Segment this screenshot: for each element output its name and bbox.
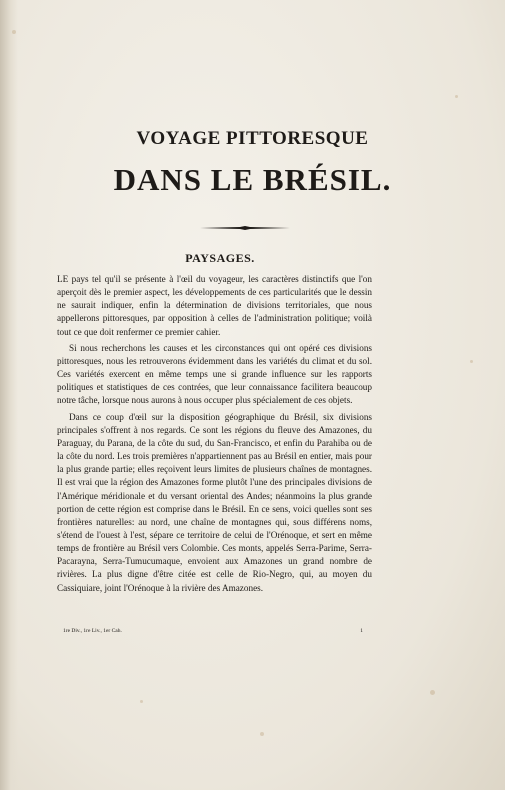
- foxing-spot: [470, 360, 473, 363]
- paragraph: Dans ce coup d'œil sur la disposition géographique du Brésil, six divisions principales s'offrent à nos regards. Ce sont les régions du fleuve des Amazones, du Paraguay, du Parana, de la côte du sud, du San-Francisco, et enfin du Parahiba ou de la côte du nord. Les trois premières n'appartiennent pas au Brésil en entier, mais pour la plus grande partie; elles reçoivent leurs limites de plusieurs chaînes de montagnes. Il est vrai que la région des Amazones forme plutôt l'une des principales divisions de l'Amérique méridionale et du versant oriental des Andes; néanmoins la plus grande portion de cette région est comprise dans le Brésil. En ce sens, voici quelles sont ses frontières naturelles: au nord, une chaîne de montagnes qui, sous différens noms, s'étend de l'ouest à l'est, sépare ce territoire de celui de l'Orénoque, et sert en même temps de frontière au Brésil vers Colombie. Ces monts, appelés Serra-Parime, Serra-Pacarayna, Serra-Tumucumaque, envoient aux Amazones un grand nombre de rivières. La plus digne d'être citée est celle de Rio-Negro, qui, au moyen du Cassiquiare, joint l'Orénoque à la rivière des Amazones.: [57, 411, 372, 593]
- footer-signature: 1re Div., 1re Liv., 1er Cah.: [63, 628, 122, 634]
- body-text: [57, 273, 372, 598]
- foxing-spot: [430, 690, 435, 695]
- title-line-2: DANS LE BRÉSIL.: [113, 162, 392, 197]
- page-fold-shadow: [0, 0, 18, 790]
- foxing-spot: [260, 732, 264, 736]
- page-number: 1: [360, 628, 363, 634]
- paragraph: Si nous recherchons les causes et les circonstances qui ont opéré ces divisions pittoresques, nous les retrouverons évidemment dans les variétés du climat et du sol. Ces variétés exercent en même temps une si grande influence sur les rapports politiques et statistiques de ces contrées, que leur connaissance facilitera beaucoup notre tâche, lorsque nous aurons à nous occuper plus spécialement de ces objets.: [57, 342, 372, 406]
- title-rule-ornament: [200, 226, 290, 230]
- foxing-spot: [12, 30, 16, 34]
- foxing-spot: [455, 95, 458, 98]
- foxing-spot: [140, 700, 143, 703]
- paragraph: LE pays tel qu'il se présente à l'œil du voyageur, les caractères distinctifs que l'on aperçoit dès le premier aspect, les développements de ces particularités que le dessin ne saurait indiquer, enfin la détermination de divisions territoriales, que nous appellerons pittoresques, par opposition à celles de l'administration politique; voilà tout ce que doit renfermer ce premier cahier.: [57, 274, 372, 337]
- page-footer: [63, 628, 363, 634]
- title-line-1: VOYAGE PITTORESQUE: [136, 128, 369, 149]
- section-heading: PAYSAGES.: [185, 251, 255, 265]
